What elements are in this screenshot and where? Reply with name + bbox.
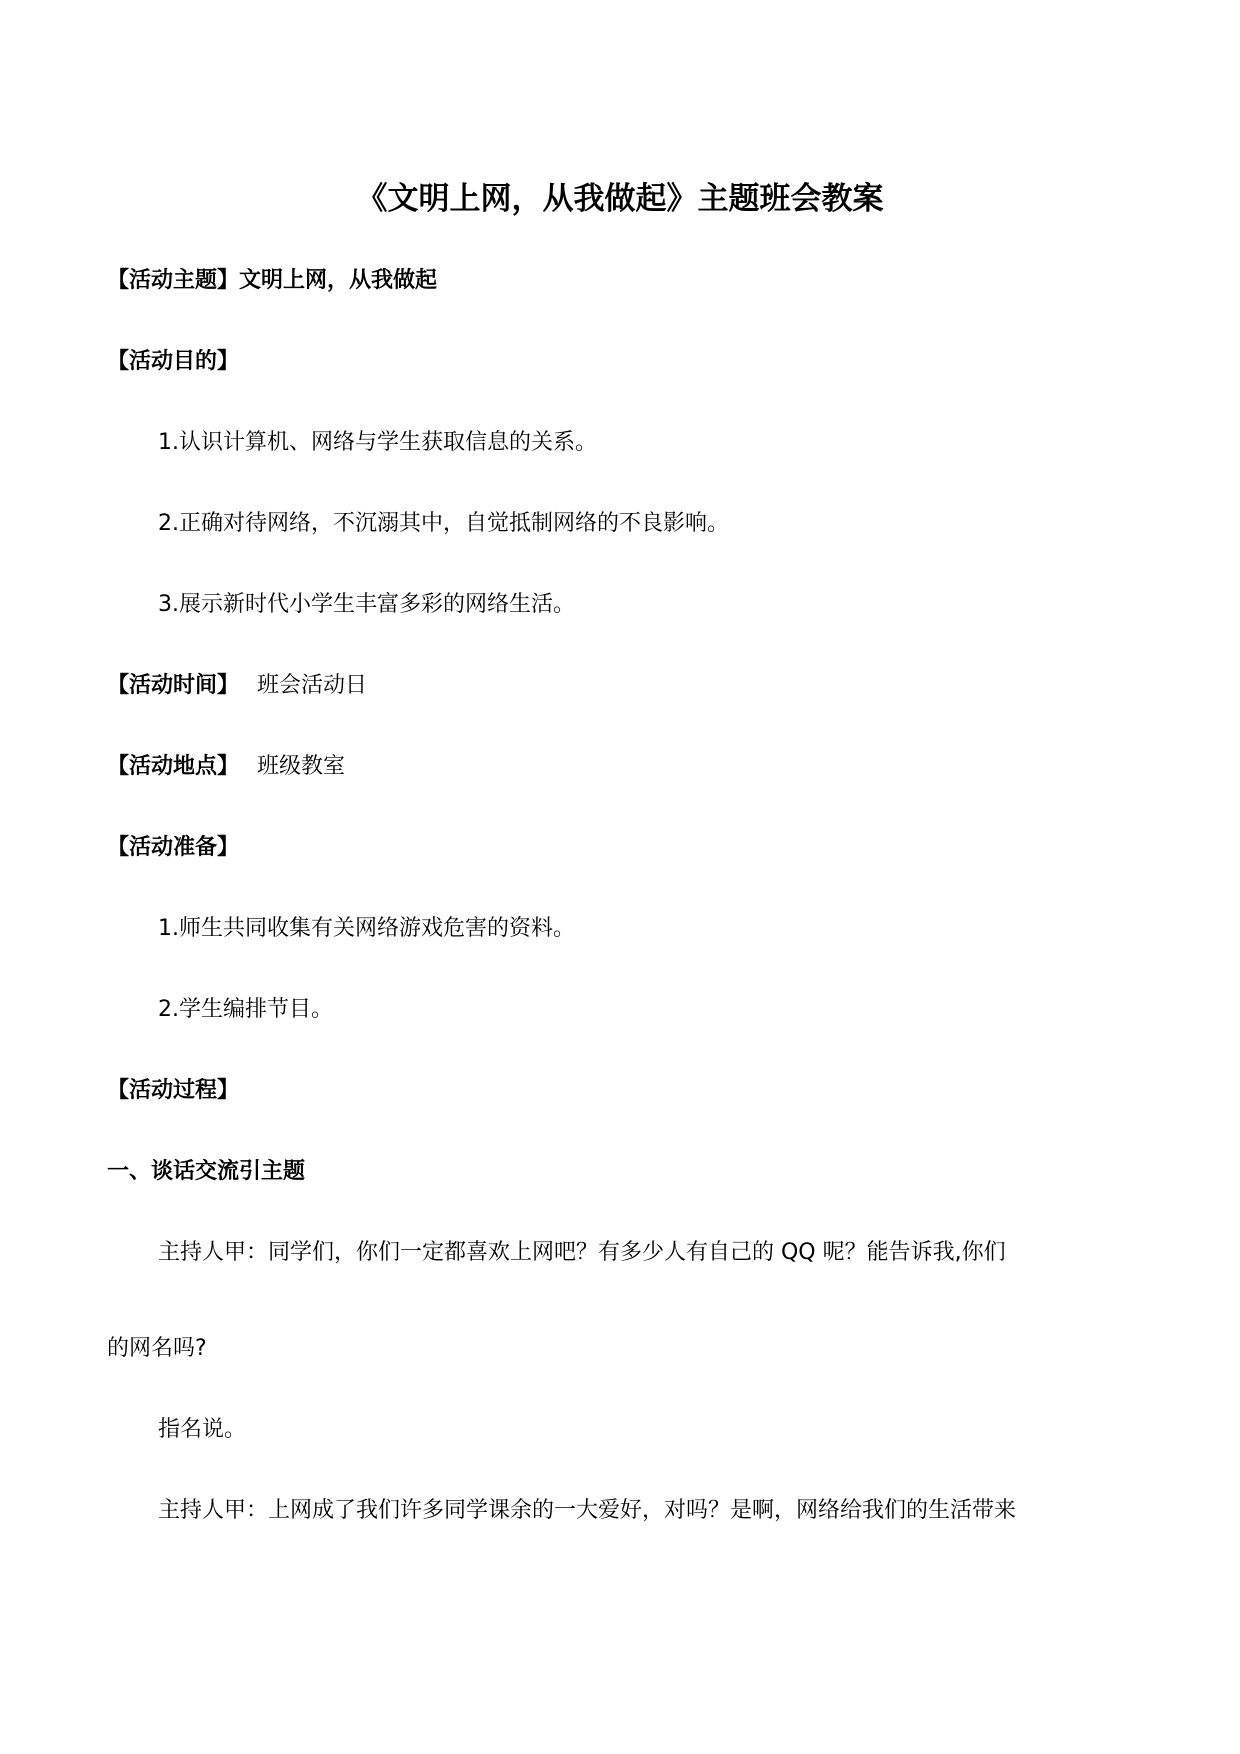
process-paragraph-1-continued: 的网名吗? <box>107 1336 207 1361</box>
process-paragraph-1: 主持人甲：同学们，你们一定都喜欢上网吧？有多少人有自己的 QQ 呢？能告诉我,你们 <box>158 1240 1006 1265</box>
process-paragraph-3: 主持人甲：上网成了我们许多同学课余的一大爱好，对吗？是啊，网络给我们的生活带来 <box>158 1498 1017 1523</box>
preparation-item-1: 1.师生共同收集有关网络游戏危害的资料。 <box>158 916 575 941</box>
preparation-item-2: 2.学生编排节目。 <box>158 997 333 1022</box>
theme-value: 文明上网，从我做起 <box>239 268 438 293</box>
time-value: 班会活动日 <box>257 673 368 698</box>
place-line <box>107 752 345 782</box>
section-1-heading: 一、谈话交流引主题 <box>107 1159 306 1184</box>
time-line <box>107 671 367 701</box>
purpose-item-2: 2.正确对待网络，不沉溺其中，自觉抵制网络的不良影响。 <box>158 511 729 536</box>
time-label: 【活动时间】 <box>107 673 240 698</box>
theme-line <box>107 266 437 296</box>
theme-label: 【活动主题】 <box>107 268 240 293</box>
process-paragraph-2: 指名说。 <box>158 1417 247 1442</box>
place-value: 班级教室 <box>257 754 346 779</box>
purpose-label: 【活动目的】 <box>107 349 240 374</box>
document-title: 《文明上网，从我做起》主题班会教案 <box>356 181 884 217</box>
place-label: 【活动地点】 <box>107 754 240 779</box>
purpose-item-1: 1.认识计算机、网络与学生获取信息的关系。 <box>158 430 597 455</box>
preparation-label: 【活动准备】 <box>107 835 240 860</box>
purpose-item-3: 3.展示新时代小学生丰富多彩的网络生活。 <box>158 592 575 617</box>
process-label: 【活动过程】 <box>107 1078 240 1103</box>
